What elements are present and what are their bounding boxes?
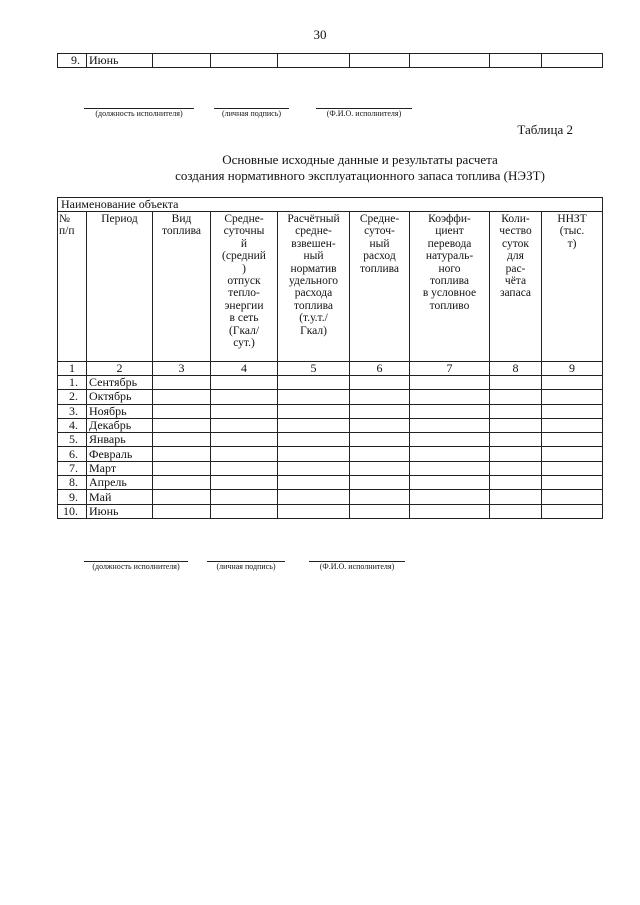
empty-cell: [490, 376, 542, 390]
table-row: [58, 476, 603, 490]
empty-cell: [278, 418, 350, 432]
column-header: [87, 212, 153, 362]
empty-cell: [350, 390, 410, 404]
column-header: [350, 212, 410, 362]
empty-cell: [350, 461, 410, 475]
position-label: (должность исполнителя): [84, 561, 188, 572]
column-header: [211, 212, 278, 362]
header-line: Средне-: [224, 213, 264, 225]
header-line: норматив: [290, 262, 337, 275]
empty-cell: [410, 390, 490, 404]
empty-cell: [211, 490, 278, 504]
empty-cell: [410, 54, 490, 68]
title-line-1: Основные исходные данные и результаты расчета: [222, 152, 498, 167]
empty-cell: [153, 376, 211, 390]
column-number: 9: [542, 362, 603, 376]
header-line: расход: [363, 250, 396, 263]
row-number: 8.: [58, 476, 87, 490]
column-number: 7: [410, 362, 490, 376]
empty-cell: [278, 476, 350, 490]
row-month: Март: [87, 461, 153, 475]
table-row: [58, 418, 603, 432]
header-line: суточ-: [364, 225, 395, 238]
row-month: Июнь: [87, 54, 153, 68]
empty-cell: [490, 476, 542, 490]
empty-cell: [211, 390, 278, 404]
empty-cell: [278, 490, 350, 504]
empty-cell: [350, 476, 410, 490]
empty-cell: [153, 476, 211, 490]
empty-cell: [211, 461, 278, 475]
row-month: Октябрь: [87, 390, 153, 404]
empty-cell: [153, 447, 211, 461]
empty-cell: [350, 504, 410, 518]
column-number: 1: [58, 362, 87, 376]
empty-cell: [278, 404, 350, 418]
empty-cell: [542, 404, 603, 418]
empty-cell: [211, 447, 278, 461]
position-label: (должность исполнителя): [84, 108, 194, 119]
header-line: взвешен-: [291, 237, 336, 250]
header-line: ННЗТ: [557, 213, 587, 225]
column-number-row: [58, 362, 603, 376]
header-line: Коли-: [501, 213, 530, 225]
header-line: топлива: [429, 275, 470, 288]
empty-cell: [153, 490, 211, 504]
column-header: [278, 212, 350, 362]
row-month: Декабрь: [87, 418, 153, 432]
empty-cell: [153, 433, 211, 447]
table-row: [58, 447, 603, 461]
row-number: 3.: [58, 404, 87, 418]
empty-cell: [278, 54, 350, 68]
header-line: ного: [438, 262, 461, 275]
empty-cell: [211, 476, 278, 490]
empty-cell: [211, 404, 278, 418]
column-header: [410, 212, 490, 362]
table-row: [58, 490, 603, 504]
empty-cell: [542, 54, 603, 68]
empty-cell: [490, 433, 542, 447]
header-line: циент: [435, 225, 464, 238]
header-line: Средне-: [359, 213, 400, 225]
empty-cell: [211, 54, 278, 68]
empty-cell: [410, 433, 490, 447]
header-line: (т.у.т./: [299, 312, 328, 325]
header-line: топлива: [161, 225, 202, 238]
empty-cell: [410, 447, 490, 461]
empty-cell: [153, 461, 211, 475]
header-line: суточны: [223, 225, 265, 238]
header-line: (Гкал/: [228, 324, 260, 337]
title-line-2: создания нормативного эксплуатационного запаса топлива (НЭЗТ): [175, 168, 545, 183]
empty-cell: [350, 490, 410, 504]
header-line: запаса: [499, 287, 532, 300]
header-line: Вид: [171, 213, 192, 225]
row-number: 9.: [58, 54, 87, 68]
empty-cell: [211, 376, 278, 390]
header-line: в сеть: [229, 312, 259, 325]
row-month: Апрель: [87, 476, 153, 490]
table-row: [58, 390, 603, 404]
row-number: 5.: [58, 433, 87, 447]
signature-label: (личная подпись): [207, 561, 285, 572]
header-row: [58, 212, 603, 362]
header-line: рас-: [505, 262, 526, 275]
empty-cell: [350, 447, 410, 461]
header-line: натураль-: [425, 250, 474, 263]
empty-cell: [490, 54, 542, 68]
empty-cell: [490, 504, 542, 518]
header-line: (средний: [222, 250, 266, 263]
header-line: средне-: [295, 225, 332, 238]
empty-cell: [542, 418, 603, 432]
column-header: [58, 212, 87, 362]
empty-cell: [410, 476, 490, 490]
empty-cell: [542, 433, 603, 447]
row-number: 9.: [58, 490, 87, 504]
empty-cell: [542, 490, 603, 504]
table-row: [58, 461, 603, 475]
empty-cell: [211, 418, 278, 432]
header-line: Гкал): [300, 324, 327, 337]
empty-cell: [542, 504, 603, 518]
empty-cell: [490, 490, 542, 504]
header-line: топливо: [429, 299, 470, 312]
empty-cell: [278, 461, 350, 475]
continuation-table: [57, 53, 603, 68]
table-row: [58, 433, 603, 447]
column-header: [153, 212, 211, 362]
row-number: 7.: [58, 461, 87, 475]
empty-cell: [542, 447, 603, 461]
object-name-row: [58, 198, 603, 212]
table-title: [0, 152, 640, 184]
header-line: топлива: [359, 262, 400, 275]
empty-cell: [542, 461, 603, 475]
empty-cell: [410, 404, 490, 418]
empty-cell: [211, 504, 278, 518]
header-line: для: [507, 250, 524, 263]
empty-cell: [350, 54, 410, 68]
table-row: [58, 404, 603, 418]
empty-cell: [278, 376, 350, 390]
empty-cell: [350, 404, 410, 418]
row-month: Май: [87, 490, 153, 504]
row-month: Январь: [87, 433, 153, 447]
column-header: [490, 212, 542, 362]
header-line: энергии: [224, 299, 264, 312]
column-number: 5: [278, 362, 350, 376]
empty-cell: [490, 447, 542, 461]
row-month: Ноябрь: [87, 404, 153, 418]
empty-cell: [278, 447, 350, 461]
table-row: [58, 376, 603, 390]
header-line: тепло-: [228, 287, 260, 300]
header-line: расхода: [294, 287, 333, 300]
header-line: ный: [369, 237, 390, 250]
header-line: чёта: [504, 275, 527, 288]
header-line: т): [567, 237, 577, 250]
header-line: ный: [303, 250, 324, 263]
name-label: (Ф.И.О. исполнителя): [316, 108, 412, 119]
header-line: суток: [502, 237, 529, 250]
header-line: (тыс.: [559, 225, 585, 238]
empty-cell: [211, 433, 278, 447]
header-line: сут.): [233, 337, 255, 350]
page-number: 30: [313, 27, 327, 42]
row-month: Февраль: [87, 447, 153, 461]
object-name-label: Наименование объекта: [58, 198, 603, 212]
row-month: Июнь: [87, 504, 153, 518]
table-row: [58, 54, 603, 68]
header-line: й: [240, 237, 248, 250]
empty-cell: [350, 376, 410, 390]
empty-cell: [410, 490, 490, 504]
row-month: Сентябрь: [87, 376, 153, 390]
empty-cell: [410, 376, 490, 390]
table-label: Таблица 2: [517, 122, 573, 137]
row-number: 2.: [58, 390, 87, 404]
empty-cell: [153, 54, 211, 68]
row-number: 1.: [58, 376, 87, 390]
column-header: [542, 212, 603, 362]
row-number: 10.: [58, 504, 87, 518]
empty-cell: [410, 418, 490, 432]
empty-cell: [350, 433, 410, 447]
empty-cell: [542, 376, 603, 390]
row-number: 6.: [58, 447, 87, 461]
column-number: 3: [153, 362, 211, 376]
empty-cell: [490, 390, 542, 404]
header-line: удельного: [288, 275, 339, 288]
empty-cell: [542, 390, 603, 404]
header-line: Коэффи-: [428, 213, 471, 225]
empty-cell: [490, 404, 542, 418]
header-line: топлива: [293, 299, 334, 312]
header-line: №: [59, 213, 70, 225]
header-line: перевода: [427, 237, 472, 250]
column-number: 6: [350, 362, 410, 376]
header-line: Период: [101, 213, 138, 225]
column-number: 2: [87, 362, 153, 376]
empty-cell: [542, 476, 603, 490]
empty-cell: [278, 390, 350, 404]
fuel-reserve-table: [57, 197, 603, 519]
empty-cell: [153, 404, 211, 418]
row-number: 4.: [58, 418, 87, 432]
header-line: Расчётный: [287, 213, 340, 225]
empty-cell: [153, 418, 211, 432]
empty-cell: [490, 461, 542, 475]
empty-cell: [278, 504, 350, 518]
header-line: отпуск: [227, 275, 261, 288]
empty-cell: [410, 504, 490, 518]
signature-block: [84, 108, 424, 128]
empty-cell: [278, 433, 350, 447]
signature-label: (личная подпись): [214, 108, 289, 119]
header-line: п/п: [59, 225, 75, 238]
empty-cell: [153, 504, 211, 518]
empty-cell: [350, 418, 410, 432]
empty-cell: [153, 390, 211, 404]
empty-cell: [490, 418, 542, 432]
header-line: ): [242, 262, 246, 275]
table-row: [58, 504, 603, 518]
name-label: (Ф.И.О. исполнителя): [309, 561, 405, 572]
signature-block: [84, 561, 424, 581]
header-line: чество: [499, 225, 532, 238]
header-line: в условное: [422, 287, 477, 300]
empty-cell: [410, 461, 490, 475]
column-number: 8: [490, 362, 542, 376]
column-number: 4: [211, 362, 278, 376]
